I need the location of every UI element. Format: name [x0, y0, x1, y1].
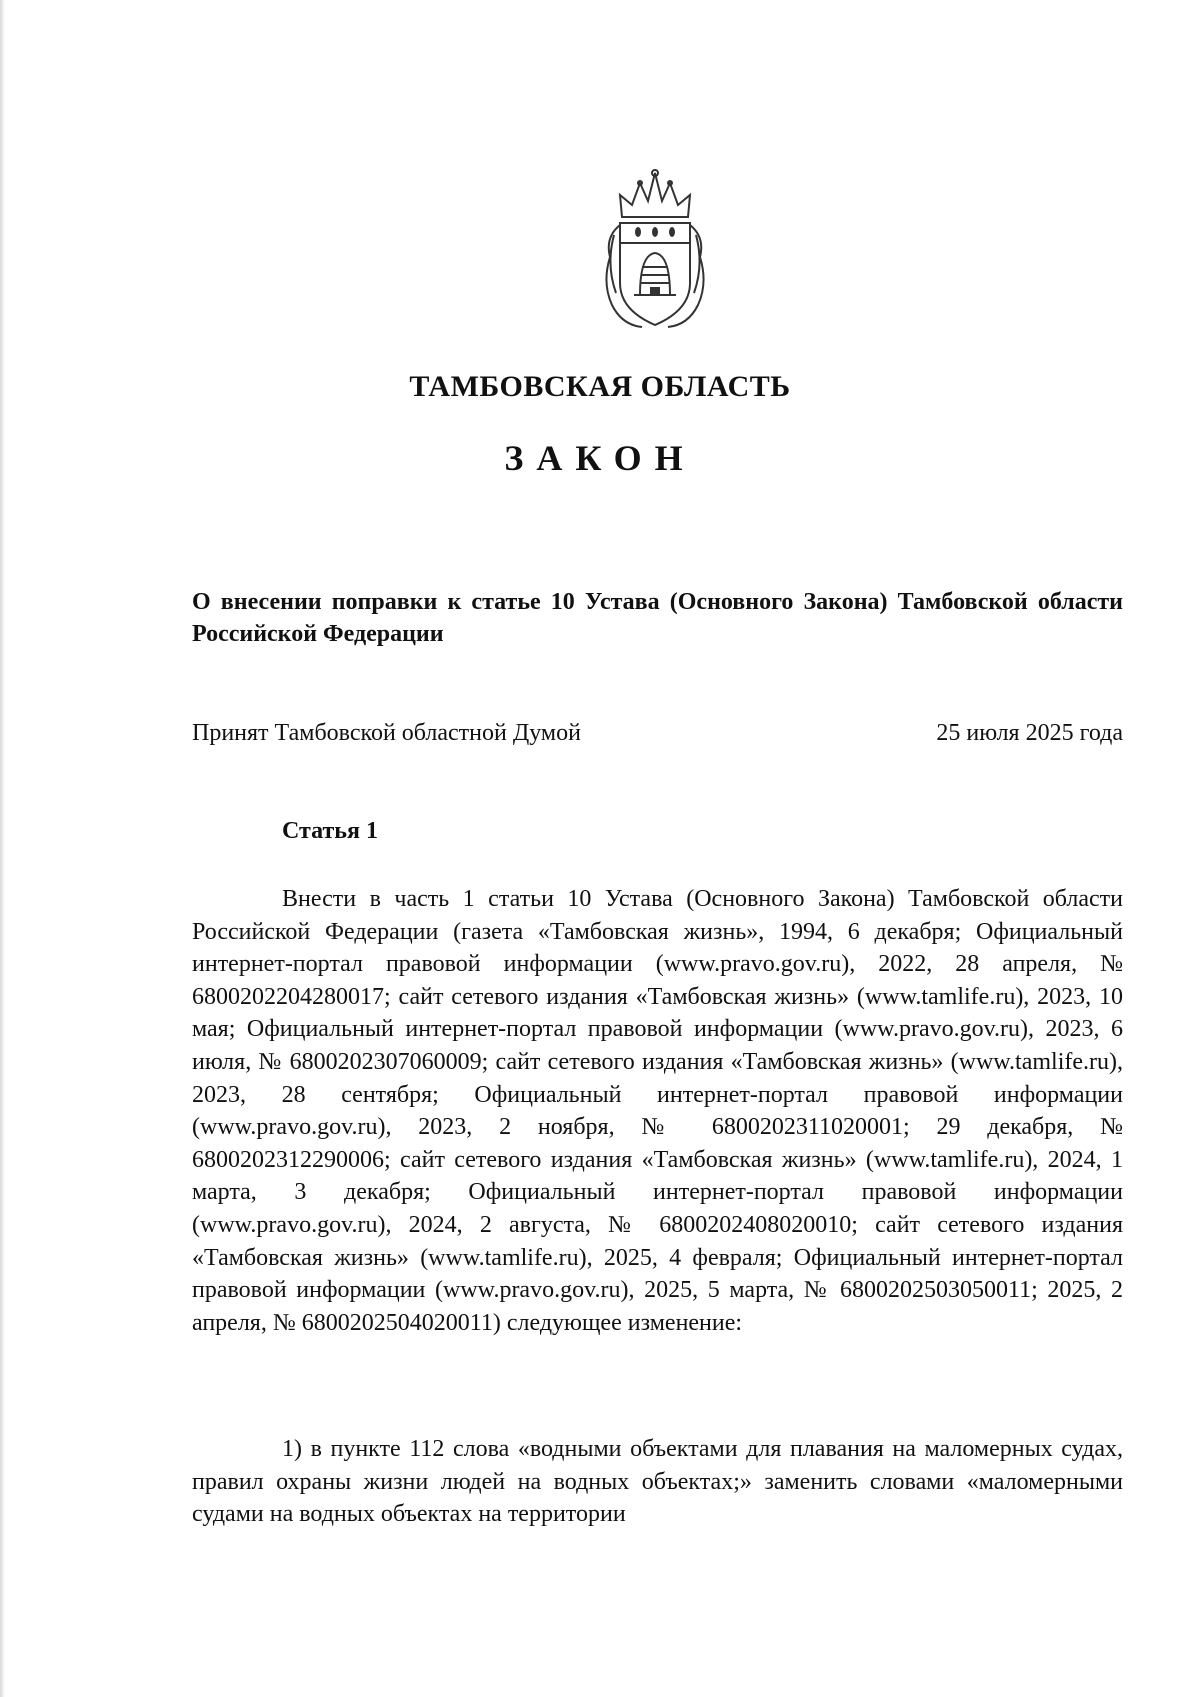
document-type-heading: ЗАКОН — [504, 438, 696, 478]
adopted-by: Принят Тамбовской областной Думой — [192, 720, 581, 746]
scan-edge — [0, 0, 5, 1697]
law-title: О внесении поправки к статье 10 Устава (Основного Закона) Тамбовской области Российской Федерации — [192, 589, 1123, 647]
article-paragraph: Внести в часть 1 статьи 10 Устава (Основного Закона) Тамбовской области Российской Федерации (газета «Тамбовская жизнь», 1994, 6 декабря; Официальный интернет-портал правовой информации (www.pravo.gov.ru), 2022, 28 апреля, № 6800202204280017; сайт сетевого издания «Тамбовская жизнь» (www.tamlife.ru), 2023, 10 мая; Официальный интернет-портал правовой информации (www.pravo.gov.ru), 2023, 6 июля, № 6800202307060009; сайт сетевого издания «Тамбовская жизнь» (www.tamlife.ru), 2023, 28 сентября; Официальный интернет-портал правовой информации (www.pravo.gov.ru), 2023, 2 ноября, № 6800202311020001; 29 декабря, № 6800202312290006; сайт сетевого издания «Тамбовская жизнь» (www.tamlife.ru), 2024, 1 марта, 3 декабря; Официальный интернет-портал правовой информации (www.pravo.gov.ru), 2024, 2 августа, № 6800202408020010; сайт сетевого издания «Тамбовская жизнь» (www.tamlife.ru), 2025, 4 февраля; Официальный интернет-портал правовой информации (www.pravo.gov.ru), 2025, 5 марта, № 6800202503050011; 2025, 2 апреля, № 6800202504020011) следующее изменение: — [192, 886, 1123, 1336]
adoption-line — [192, 720, 1123, 747]
tambov-coat-of-arms-icon — [600, 165, 710, 340]
adoption-date: 25 июля 2025 года — [936, 720, 1123, 746]
article-paragraph: 1) в пункте 112 слова «водными объектами для плавания на маломерных судах, правил охраны жизни людей на водных объектах;» заменить словами «маломерными судами на водных объектах на территории — [192, 1436, 1123, 1528]
article-heading: Статья 1 — [282, 818, 378, 844]
region-heading: ТАМБОВСКАЯ ОБЛАСТЬ — [409, 370, 791, 403]
